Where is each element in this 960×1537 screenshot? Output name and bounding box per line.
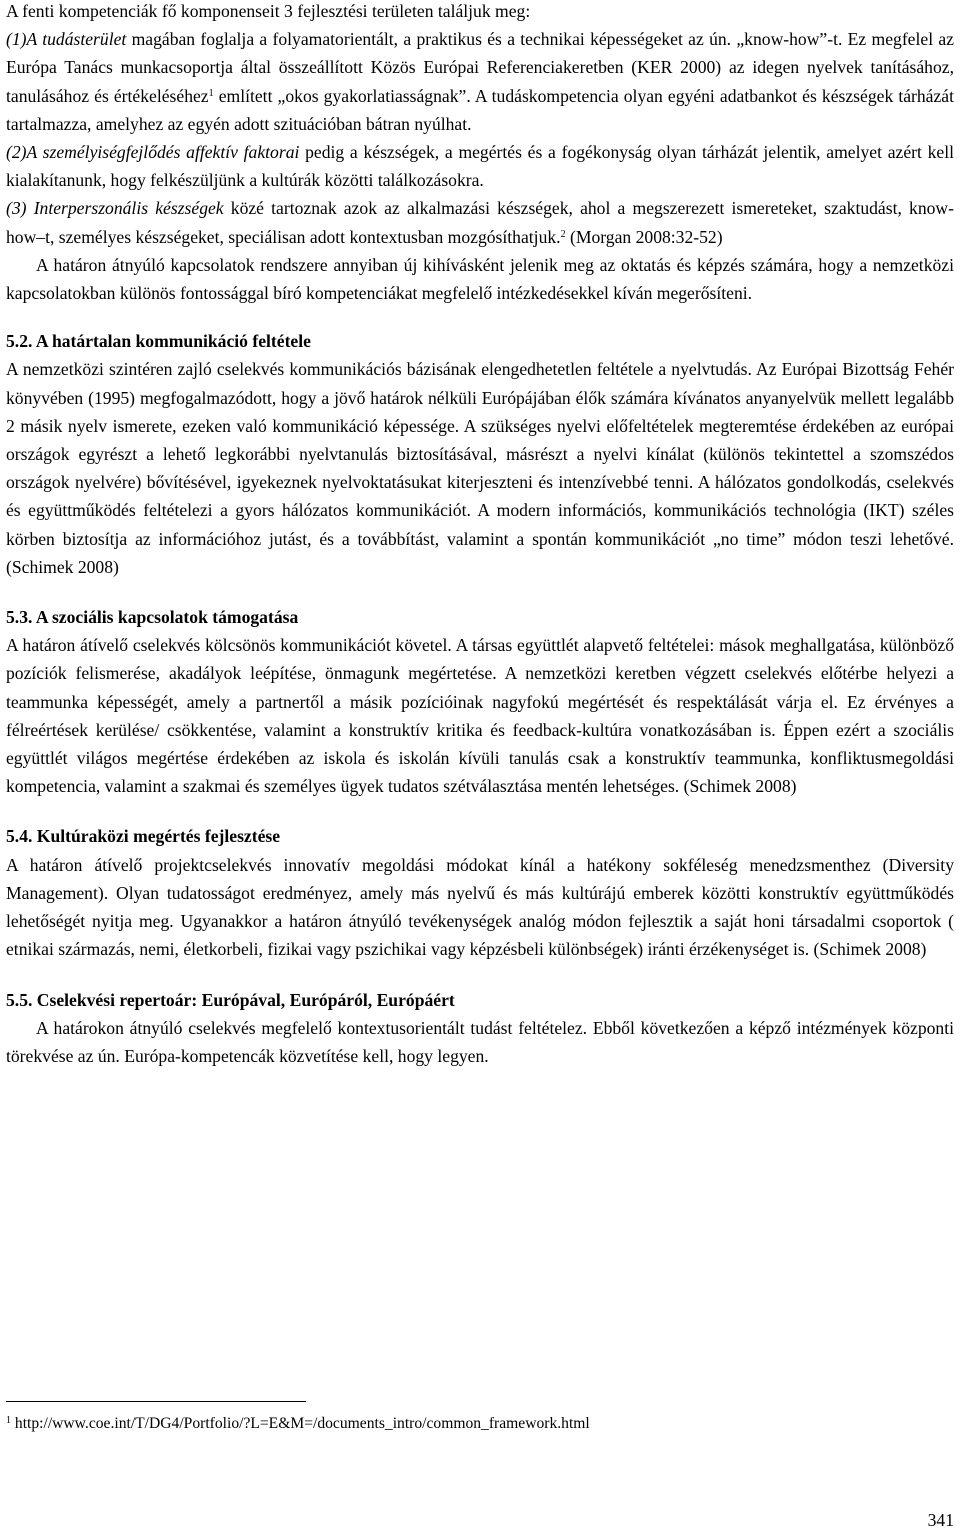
footnote: [6, 1414, 590, 1434]
paragraph-closing: A határon átnyúló kapcsolatok rendszere annyiban új kihívásként jelenik meg az oktatás és képzés számára, hogy a nemzetközi kapcsolatokban különös fontossággal bíró kompetenciákat megfelelő intézkedésekkel kíván megerősíteni.: [6, 254, 954, 304]
section-body-5-2: A nemzetközi szintéren zajló cselekvés kommunikációs bázisának elengedhetetlen feltétele a nyelvtudás. Az Európai Bizottság Fehér könyvében (1995) megfogalmazódott, hogy a jövő határok nélküli Európájában élők számára kívánatos anyanyelvük mellett legalább 2 másik nyelv ismerete, ezeken való kommunikáció képessége. A szükséges nyelvi előfeltételek megteremtése érdekében az európai országok egyrészt a lehető legkorábbi nyelvtanulás biztosításával, másrészt a nyelvi kínálat (különös tekintettel a szomszédos országok nyelvére) bővítésével, igyekeznek nyelvoktatásukat kiterjeszteni és intenzívebbé tenni. A hálózatos gondolkodás, cselekvés és együttműködés feltételezi a gyors hálózatos kommunikációt. A modern információs, kommunikációs technológia (IKT) széles körben biztosítja az információhoz jutást, és a továbbítást, valamint a spontán kommunikációt „no time” módon teszi lehetővé. (Schimek 2008): [6, 359, 954, 577]
intro-sentence: A fenti kompetenciák fő komponenseit 3 fejlesztési területen találjuk meg:: [6, 1, 531, 21]
item3-citation: (Morgan 2008:32-52): [565, 226, 723, 247]
footnote-url[interactable]: http://www.coe.int/T/DG4/Portfolio/?L=E&M=/documents_intro/common_framework.html: [11, 1415, 590, 1432]
footnote-number: 1: [6, 1415, 11, 1426]
item1-text: magában foglalja a folyamatorientált, a praktikus és a technikai képességeket az ún. „know-how”-t. Ez megfelel az Európa Tanács munkacsoportja által összeállított Közös Európai Referenciakeretben (KER 2000) az idegen nyelvek tanításához, tanulásához és értékeléséhez: [6, 29, 954, 106]
footnote-ref-1[interactable]: 1: [208, 87, 214, 99]
paragraph-personality-development: [6, 138, 954, 194]
paragraph-knowledge-area: [6, 25, 954, 138]
document-page: [6, 0, 954, 1070]
section-body-5-4: A határon átívelő projektcselekvés innovatív megoldási módokat kínál a hatékony sokféleség menedzsmenthez (Diversity Management). Olyan tudatosságot eredményez, amely más nyelvű és más kultúrájú emberek közötti konstruktív együttműködés lehetőségét nyitja meg. Ugyanakkor a határon átnyúló tevékenységek analóg módon fejlesztik a saját honi társadalmi csoportok ( etnikai származás, nemi, életkorbeli, fizikai vagy pszichikai vagy képzésbeli különbségek) iránti érzékenységet is. (Schimek 2008): [6, 854, 954, 960]
section-heading-5-5: 5.5. Cselekvési repertoár: Európával, Európáról, Európáért: [6, 989, 455, 1010]
item1-label: (1)A tudásterület: [6, 29, 127, 50]
item3-label: (3) Interperszonális készségek: [6, 198, 224, 219]
item1-text-continued: említett „okos gyakorlatiasságnak”. A tudáskompetencia olyan egyéni adatbankot és készségek tárházát tartalmazza, amelyhez az egyén adott szituációban bátran nyúlhat.: [6, 85, 954, 134]
section-heading-5-4: 5.4. Kultúraközi megértés fejlesztése: [6, 826, 281, 847]
paragraph-interpersonal-skills: [6, 194, 954, 250]
section-heading-5-2: 5.2. A határtalan kommunikáció feltétele: [6, 331, 311, 352]
footnote-divider: [6, 1401, 306, 1402]
item2-label: (2)A személyiségfejlődés affektív faktorai: [6, 142, 300, 163]
footnote-ref-2[interactable]: 2: [560, 228, 566, 240]
item3-text: közé tartoznak azok az alkalmazási készségek, ahol a megszerezett ismereteket, szaktudást, know-how–t, személyes készségeket, speciálisan adott kontextusban mozgósíthatjuk.: [6, 198, 954, 247]
section-body-5-5: A határokon átnyúló cselekvés megfelelő kontextusorientált tudást feltételez. Ebből következően a képző intézmények központi törekvése az ún. Európa-kompetencák közvetítése kell, hogy legyen.: [6, 1017, 954, 1066]
item2-text: pedig a készségek, a megértés és a fogékonyság olyan tárházát jelentik, amelyet azért kell kialakítanunk, hogy felkészüljünk a kultúrák közötti találkozásokra.: [6, 142, 955, 191]
section-heading-5-3: 5.3. A szociális kapcsolatok támogatása: [6, 607, 299, 628]
page-number: 341: [927, 1510, 954, 1530]
section-body-5-3: A határon átívelő cselekvés kölcsönös kommunikációt követel. A társas együttlét alapvető feltételei: mások meghallgatása, különböző pozíciók felismerése, akadályok leépítése, önmagunk megértetése. A nemzetközi keretben végzett cselekvés előtérbe helyezi a teammunka képességét, amely a partnertől a másik pozícióinak nagyfokú megértését és respektálását várja el. Ez érvényes a félreértések kerülése/ csökkentése, valamint a konstruktív kritika és feedback-kultúra vonatkozásában is. Éppen ezért a szociális együttlét világos megértése érdekében az iskola és iskolán kívüli tanulás csak a konstruktív teammunka, konfliktusmegoldási kompetencia, valamint a szakmai és személyes ügyek tudatos szétválasztása mentén lehetséges. (Schimek 2008): [6, 635, 954, 797]
